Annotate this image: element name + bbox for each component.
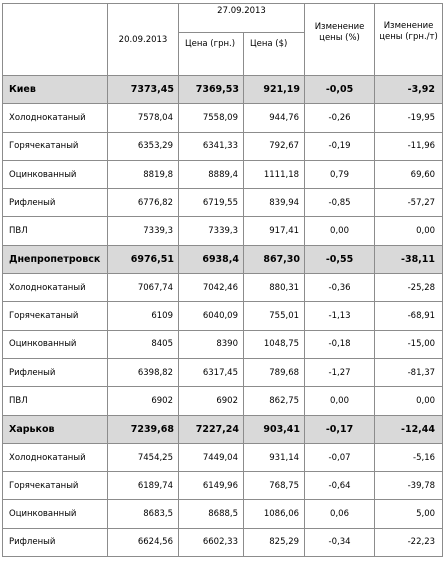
table-row	[3, 132, 443, 160]
price-date1-cell: 8819,8	[108, 160, 179, 188]
price-date2-uah-cell: 7369,53	[179, 76, 244, 104]
change-uah-cell: -81,37	[375, 358, 443, 386]
table-row	[3, 443, 443, 471]
price-date1-cell: 7373,45	[108, 76, 179, 104]
table-row	[3, 472, 443, 500]
price-date2-uah-cell: 6938,4	[179, 245, 244, 273]
price-date1-cell: 6776,82	[108, 189, 179, 217]
price-date1-cell: 6109	[108, 302, 179, 330]
name-cell: Рифленый	[3, 189, 108, 217]
change-pct-cell: -1,13	[305, 302, 375, 330]
price-date2-usd-cell: 880,31	[244, 274, 305, 302]
name-cell: ПВЛ	[3, 217, 108, 245]
name-cell: Оцинкованный	[3, 500, 108, 528]
price-date1-cell: 6902	[108, 387, 179, 415]
price-date2-usd-cell: 1048,75	[244, 330, 305, 358]
price-date2-uah-cell: 6719,55	[179, 189, 244, 217]
header-price-uah: Цена (грн.)	[179, 33, 244, 76]
change-pct-cell: 0,00	[305, 217, 375, 245]
price-date2-uah-cell: 7339,3	[179, 217, 244, 245]
name-cell: Оцинкованный	[3, 160, 108, 188]
price-date2-uah-cell: 7042,46	[179, 274, 244, 302]
price-date1-cell: 6189,74	[108, 472, 179, 500]
price-date2-uah-cell: 7449,04	[179, 443, 244, 471]
price-date2-uah-cell: 6902	[179, 387, 244, 415]
name-cell: Холоднокатаный	[3, 104, 108, 132]
price-date2-usd-cell: 789,68	[244, 358, 305, 386]
price-date1-cell: 8683,5	[108, 500, 179, 528]
change-pct-cell: -0,64	[305, 472, 375, 500]
change-pct-cell: -0,34	[305, 528, 375, 556]
price-date2-usd-cell: 1086,06	[244, 500, 305, 528]
table-row	[3, 387, 443, 415]
price-date2-usd-cell: 903,41	[244, 415, 305, 443]
table-row	[3, 358, 443, 386]
change-pct-cell: -1,27	[305, 358, 375, 386]
change-uah-cell: -11,96	[375, 132, 443, 160]
name-cell: Рифленый	[3, 358, 108, 386]
name-cell: Днепропетровск	[3, 245, 108, 273]
change-pct-cell: 0,79	[305, 160, 375, 188]
price-date2-usd-cell: 862,75	[244, 387, 305, 415]
city-row	[3, 245, 443, 273]
change-uah-cell: -12,44	[375, 415, 443, 443]
change-pct-cell: 0,00	[305, 387, 375, 415]
price-date2-uah-cell: 8688,5	[179, 500, 244, 528]
change-uah-cell: -57,27	[375, 189, 443, 217]
change-uah-cell: -39,78	[375, 472, 443, 500]
table-row	[3, 274, 443, 302]
price-date1-cell: 7239,68	[108, 415, 179, 443]
name-cell: Харьков	[3, 415, 108, 443]
price-date1-cell: 8405	[108, 330, 179, 358]
price-date1-cell: 7067,74	[108, 274, 179, 302]
change-pct-cell: -0,36	[305, 274, 375, 302]
change-pct-cell: -0,05	[305, 76, 375, 104]
price-date2-usd-cell: 755,01	[244, 302, 305, 330]
name-cell: Холоднокатаный	[3, 443, 108, 471]
header-row-1	[3, 4, 443, 33]
name-cell: Оцинкованный	[3, 330, 108, 358]
price-date1-cell: 6976,51	[108, 245, 179, 273]
change-uah-cell: -3,92	[375, 76, 443, 104]
change-uah-cell: -22,23	[375, 528, 443, 556]
table-row	[3, 528, 443, 556]
header-empty-cell	[3, 4, 108, 76]
price-date1-cell: 6353,29	[108, 132, 179, 160]
change-pct-cell: 0,06	[305, 500, 375, 528]
change-uah-cell: -38,11	[375, 245, 443, 273]
change-uah-cell: -25,28	[375, 274, 443, 302]
table-row	[3, 160, 443, 188]
table-row	[3, 217, 443, 245]
price-date2-usd-cell: 867,30	[244, 245, 305, 273]
price-date2-usd-cell: 921,19	[244, 76, 305, 104]
change-uah-cell: 0,00	[375, 217, 443, 245]
price-date1-cell: 7454,25	[108, 443, 179, 471]
change-uah-cell: 69,60	[375, 160, 443, 188]
header-price-usd: Цена ($)	[244, 33, 305, 76]
price-date2-uah-cell: 7227,24	[179, 415, 244, 443]
price-date2-uah-cell: 6602,33	[179, 528, 244, 556]
name-cell: ПВЛ	[3, 387, 108, 415]
price-date1-cell: 6624,56	[108, 528, 179, 556]
header-change-pct: Изменение цены (%)	[305, 4, 375, 76]
city-row	[3, 76, 443, 104]
table-row	[3, 302, 443, 330]
change-uah-cell: 0,00	[375, 387, 443, 415]
change-uah-cell: -19,95	[375, 104, 443, 132]
change-pct-cell: -0,17	[305, 415, 375, 443]
price-date1-cell: 7339,3	[108, 217, 179, 245]
change-uah-cell: -5,16	[375, 443, 443, 471]
price-date2-usd-cell: 931,14	[244, 443, 305, 471]
price-date2-usd-cell: 917,41	[244, 217, 305, 245]
table-row	[3, 330, 443, 358]
city-row	[3, 415, 443, 443]
price-date1-cell: 7578,04	[108, 104, 179, 132]
name-cell: Киев	[3, 76, 108, 104]
change-pct-cell: -0,07	[305, 443, 375, 471]
name-cell: Горячекатаный	[3, 132, 108, 160]
price-date2-uah-cell: 8889,4	[179, 160, 244, 188]
change-pct-cell: -0,26	[305, 104, 375, 132]
price-date2-uah-cell: 6040,09	[179, 302, 244, 330]
price-date2-usd-cell: 944,76	[244, 104, 305, 132]
price-date2-uah-cell: 6317,45	[179, 358, 244, 386]
change-pct-cell: -0,55	[305, 245, 375, 273]
name-cell: Холоднокатаный	[3, 274, 108, 302]
price-date2-usd-cell: 768,75	[244, 472, 305, 500]
table-row	[3, 500, 443, 528]
header-change-uah: Изменение цены (грн./т)	[375, 4, 443, 76]
change-uah-cell: 5,00	[375, 500, 443, 528]
name-cell: Рифленый	[3, 528, 108, 556]
price-date2-usd-cell: 792,67	[244, 132, 305, 160]
price-date2-usd-cell: 839,94	[244, 189, 305, 217]
price-date2-uah-cell: 6149,96	[179, 472, 244, 500]
table-row	[3, 189, 443, 217]
change-pct-cell: -0,85	[305, 189, 375, 217]
price-date2-uah-cell: 7558,09	[179, 104, 244, 132]
price-date2-usd-cell: 825,29	[244, 528, 305, 556]
price-date2-uah-cell: 8390	[179, 330, 244, 358]
header-date-1: 20.09.2013	[108, 4, 179, 76]
change-pct-cell: -0,19	[305, 132, 375, 160]
price-date2-uah-cell: 6341,33	[179, 132, 244, 160]
change-pct-cell: -0,18	[305, 330, 375, 358]
name-cell: Горячекатаный	[3, 302, 108, 330]
price-date1-cell: 6398,82	[108, 358, 179, 386]
name-cell: Горячекатаный	[3, 472, 108, 500]
header-date-2: 27.09.2013	[179, 4, 305, 33]
change-uah-cell: -15,00	[375, 330, 443, 358]
price-table	[2, 3, 443, 557]
change-uah-cell: -68,91	[375, 302, 443, 330]
table-row	[3, 104, 443, 132]
price-date2-usd-cell: 1111,18	[244, 160, 305, 188]
